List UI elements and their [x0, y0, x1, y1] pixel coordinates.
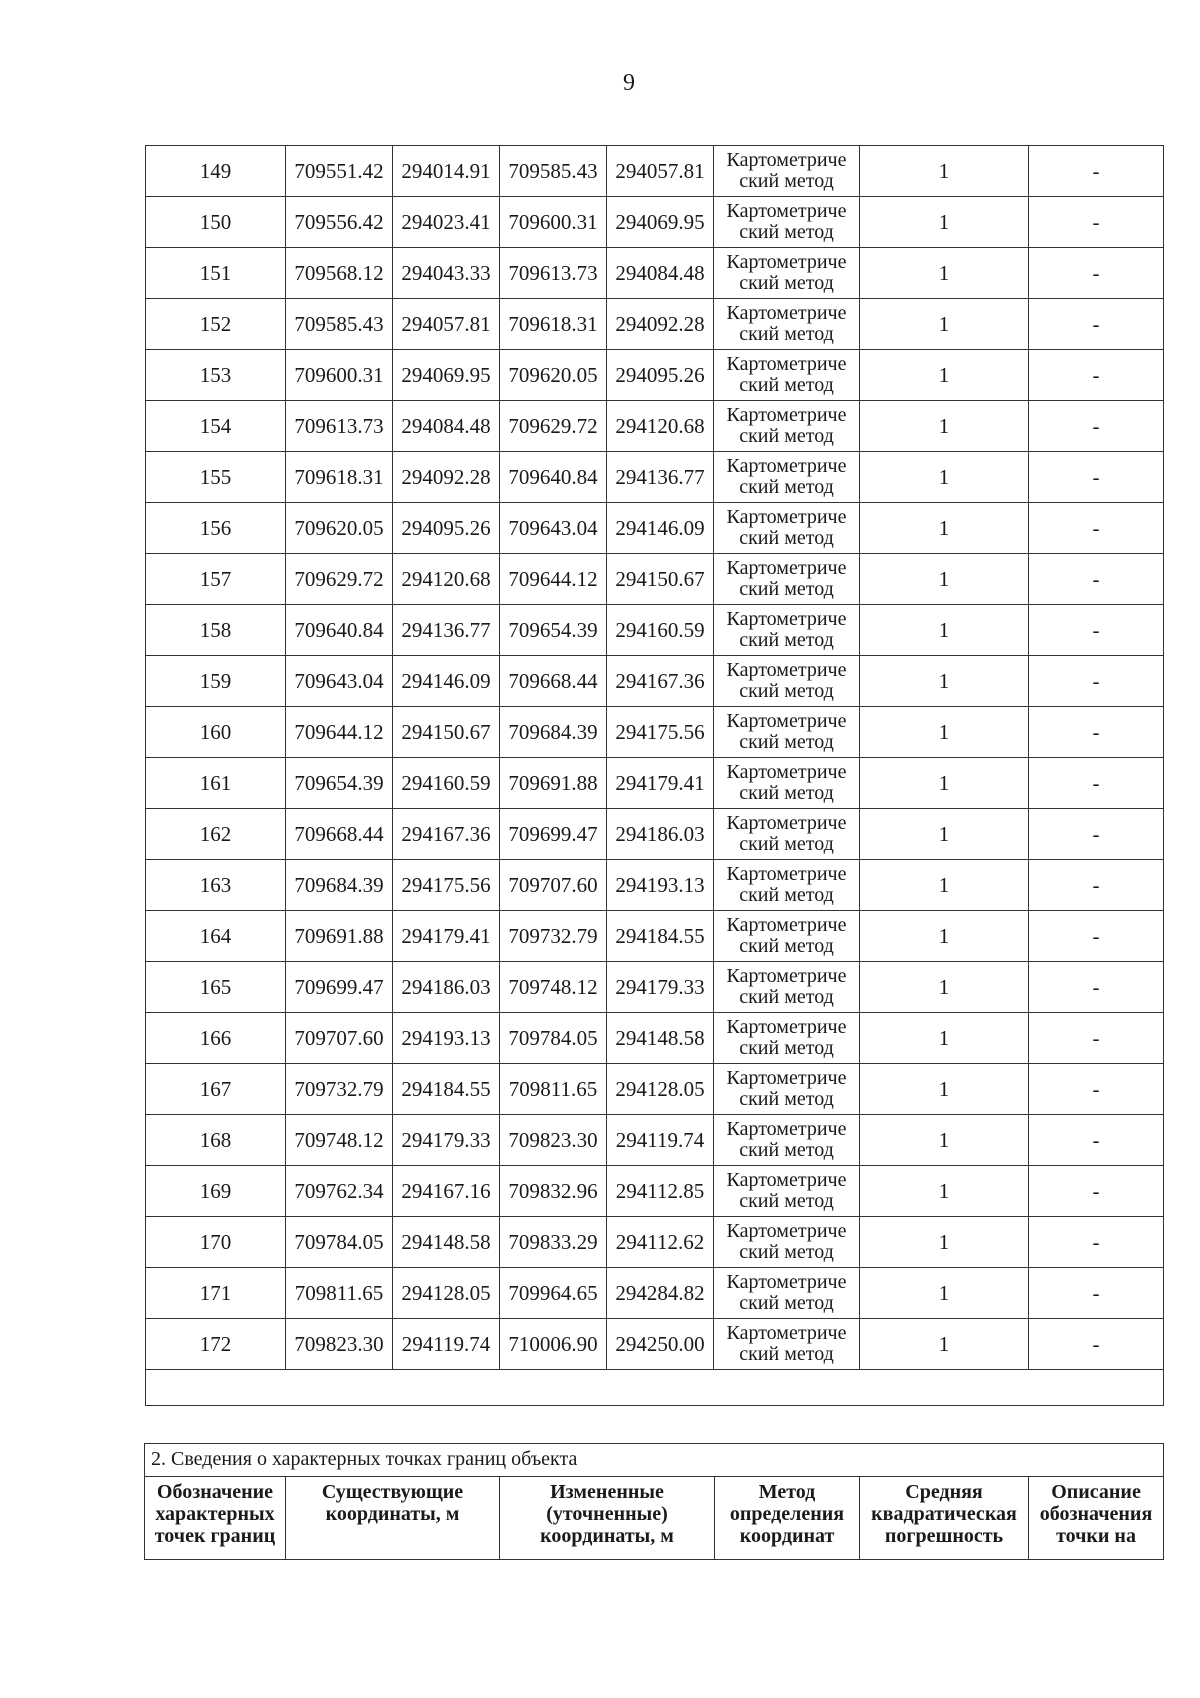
method-cell: [714, 860, 860, 911]
method-line: Картометриче: [726, 506, 847, 528]
existing-y-cell: 294136.77: [393, 605, 500, 656]
new-x-cell: 709600.31: [500, 197, 607, 248]
blank-cell: [146, 1370, 1164, 1406]
error-cell: 1: [860, 1268, 1029, 1319]
method-cell: [714, 248, 860, 299]
existing-y-cell: 294179.33: [393, 1115, 500, 1166]
header-line: Метод: [758, 1481, 816, 1503]
error-cell: 1: [860, 605, 1029, 656]
method-line: ский метод: [739, 374, 834, 396]
table-row: [146, 656, 1164, 707]
existing-y-cell: 294148.58: [393, 1217, 500, 1268]
existing-x-cell: 709568.12: [286, 248, 393, 299]
method-cell: [714, 350, 860, 401]
method-line: ский метод: [739, 578, 834, 600]
method-cell: [714, 1115, 860, 1166]
description-cell: -: [1029, 1013, 1164, 1064]
description-cell: -: [1029, 401, 1164, 452]
existing-x-cell: 709748.12: [286, 1115, 393, 1166]
new-y-cell: 294136.77: [607, 452, 714, 503]
new-y-cell: 294167.36: [607, 656, 714, 707]
error-cell: 1: [860, 350, 1029, 401]
method-line: ский метод: [739, 1241, 834, 1263]
method-line: ский метод: [739, 680, 834, 702]
table-row: [146, 299, 1164, 350]
new-y-cell: 294095.26: [607, 350, 714, 401]
method-cell: [714, 1319, 860, 1370]
new-y-cell: 294179.41: [607, 758, 714, 809]
point-number-cell: 157: [146, 554, 286, 605]
method-line: Картометриче: [726, 608, 847, 630]
table-row: [146, 1013, 1164, 1064]
existing-x-cell: 709699.47: [286, 962, 393, 1013]
method-line: Картометриче: [726, 1220, 847, 1242]
description-cell: -: [1029, 248, 1164, 299]
existing-x-cell: 709585.43: [286, 299, 393, 350]
header-line: характерных: [155, 1503, 275, 1525]
new-x-cell: 710006.90: [500, 1319, 607, 1370]
method-line: Картометриче: [726, 965, 847, 987]
existing-x-cell: 709811.65: [286, 1268, 393, 1319]
new-x-cell: 709784.05: [500, 1013, 607, 1064]
error-cell: 1: [860, 911, 1029, 962]
error-cell: 1: [860, 248, 1029, 299]
header-line: Описание: [1051, 1481, 1141, 1503]
existing-x-cell: 709784.05: [286, 1217, 393, 1268]
new-y-cell: 294284.82: [607, 1268, 714, 1319]
table-row: [146, 1268, 1164, 1319]
new-x-cell: 709707.60: [500, 860, 607, 911]
new-x-cell: 709668.44: [500, 656, 607, 707]
method-line: Картометриче: [726, 302, 847, 324]
new-x-cell: 709629.72: [500, 401, 607, 452]
table-row: [146, 860, 1164, 911]
existing-x-cell: 709551.42: [286, 146, 393, 197]
method-line: Картометриче: [726, 914, 847, 936]
method-line: Картометриче: [726, 659, 847, 681]
table-row: [146, 758, 1164, 809]
section2-header-row: [145, 1477, 1164, 1560]
new-x-cell: 709833.29: [500, 1217, 607, 1268]
table-row: [146, 401, 1164, 452]
method-line: Картометриче: [726, 1016, 847, 1038]
existing-x-cell: 709762.34: [286, 1166, 393, 1217]
description-cell: -: [1029, 299, 1164, 350]
description-cell: -: [1029, 911, 1164, 962]
method-cell: [714, 554, 860, 605]
method-line: ский метод: [739, 884, 834, 906]
coordinates-table-body: [146, 146, 1164, 1406]
table-row: [146, 350, 1164, 401]
table-row: [146, 452, 1164, 503]
section2-header-cell: [500, 1477, 715, 1560]
existing-x-cell: 709654.39: [286, 758, 393, 809]
existing-x-cell: 709643.04: [286, 656, 393, 707]
new-x-cell: 709823.30: [500, 1115, 607, 1166]
method-line: Картометриче: [726, 863, 847, 885]
method-line: ский метод: [739, 731, 834, 753]
header-line: точки на: [1056, 1525, 1136, 1547]
table-row: [146, 1064, 1164, 1115]
point-number-cell: 163: [146, 860, 286, 911]
method-line: ский метод: [739, 1037, 834, 1059]
new-y-cell: 294084.48: [607, 248, 714, 299]
new-x-cell: 709654.39: [500, 605, 607, 656]
header-line: определения: [729, 1503, 845, 1525]
existing-x-cell: 709707.60: [286, 1013, 393, 1064]
method-cell: [714, 1166, 860, 1217]
blank-row: [146, 1370, 1164, 1406]
section2-header-cell: [715, 1477, 860, 1560]
existing-x-cell: 709684.39: [286, 860, 393, 911]
description-cell: -: [1029, 860, 1164, 911]
description-cell: -: [1029, 758, 1164, 809]
point-number-cell: 162: [146, 809, 286, 860]
header-line: Обозначение: [156, 1481, 274, 1503]
existing-x-cell: 709613.73: [286, 401, 393, 452]
new-x-cell: 709691.88: [500, 758, 607, 809]
new-x-cell: 709585.43: [500, 146, 607, 197]
description-cell: -: [1029, 503, 1164, 554]
description-cell: -: [1029, 197, 1164, 248]
existing-x-cell: 709629.72: [286, 554, 393, 605]
new-y-cell: 294184.55: [607, 911, 714, 962]
error-cell: 1: [860, 1166, 1029, 1217]
method-line: ский метод: [739, 629, 834, 651]
existing-y-cell: 294160.59: [393, 758, 500, 809]
new-x-cell: 709832.96: [500, 1166, 607, 1217]
error-cell: 1: [860, 197, 1029, 248]
point-number-cell: 149: [146, 146, 286, 197]
method-line: Картометриче: [726, 1169, 847, 1191]
new-x-cell: 709732.79: [500, 911, 607, 962]
method-line: ский метод: [739, 935, 834, 957]
method-line: Картометриче: [726, 710, 847, 732]
table-row: [146, 1319, 1164, 1370]
point-number-cell: 167: [146, 1064, 286, 1115]
header-line: координат: [739, 1525, 835, 1547]
method-cell: [714, 809, 860, 860]
description-cell: -: [1029, 962, 1164, 1013]
existing-y-cell: 294084.48: [393, 401, 500, 452]
header-line: координаты, м: [325, 1503, 460, 1525]
table-row: [146, 809, 1164, 860]
method-line: Картометриче: [726, 1271, 847, 1293]
table-row: [146, 605, 1164, 656]
new-x-cell: 709699.47: [500, 809, 607, 860]
description-cell: -: [1029, 1217, 1164, 1268]
point-number-cell: 153: [146, 350, 286, 401]
method-line: ский метод: [739, 782, 834, 804]
point-number-cell: 169: [146, 1166, 286, 1217]
method-cell: [714, 605, 860, 656]
section2-title: 2. Сведения о характерных точках границ объекта: [145, 1444, 1164, 1477]
error-cell: 1: [860, 809, 1029, 860]
description-cell: -: [1029, 656, 1164, 707]
description-cell: -: [1029, 1319, 1164, 1370]
method-line: ский метод: [739, 1088, 834, 1110]
description-cell: -: [1029, 1115, 1164, 1166]
header-line: координаты, м: [540, 1525, 674, 1547]
new-y-cell: 294250.00: [607, 1319, 714, 1370]
description-cell: -: [1029, 1064, 1164, 1115]
method-line: Картометриче: [726, 455, 847, 477]
existing-x-cell: 709668.44: [286, 809, 393, 860]
section2-header-cell: [286, 1477, 500, 1560]
description-cell: -: [1029, 350, 1164, 401]
existing-y-cell: 294128.05: [393, 1268, 500, 1319]
new-y-cell: 294112.62: [607, 1217, 714, 1268]
method-line: Картометриче: [726, 1067, 847, 1089]
existing-y-cell: 294167.36: [393, 809, 500, 860]
new-y-cell: 294186.03: [607, 809, 714, 860]
description-cell: -: [1029, 707, 1164, 758]
error-cell: 1: [860, 299, 1029, 350]
existing-x-cell: 709691.88: [286, 911, 393, 962]
method-line: ский метод: [739, 833, 834, 855]
header-line: (уточненные): [546, 1503, 668, 1525]
table-row: [146, 248, 1164, 299]
method-cell: [714, 452, 860, 503]
method-cell: [714, 656, 860, 707]
point-number-cell: 172: [146, 1319, 286, 1370]
error-cell: 1: [860, 146, 1029, 197]
section2-header-cell: [860, 1477, 1029, 1560]
new-y-cell: 294092.28: [607, 299, 714, 350]
table-row: [146, 146, 1164, 197]
error-cell: 1: [860, 1013, 1029, 1064]
new-y-cell: 294069.95: [607, 197, 714, 248]
error-cell: 1: [860, 1217, 1029, 1268]
existing-y-cell: 294146.09: [393, 656, 500, 707]
method-line: Картометриче: [726, 149, 847, 171]
method-cell: [714, 758, 860, 809]
existing-x-cell: 709556.42: [286, 197, 393, 248]
description-cell: -: [1029, 605, 1164, 656]
new-x-cell: 709618.31: [500, 299, 607, 350]
header-line: Средняя: [905, 1481, 983, 1503]
table-row: [146, 554, 1164, 605]
method-line: ский метод: [739, 476, 834, 498]
existing-x-cell: 709732.79: [286, 1064, 393, 1115]
error-cell: 1: [860, 707, 1029, 758]
page-number: 9: [623, 70, 635, 96]
point-number-cell: 170: [146, 1217, 286, 1268]
existing-y-cell: 294150.67: [393, 707, 500, 758]
method-cell: [714, 197, 860, 248]
header-line: обозначения: [1039, 1503, 1153, 1525]
method-line: ский метод: [739, 221, 834, 243]
point-number-cell: 155: [146, 452, 286, 503]
method-line: ский метод: [739, 425, 834, 447]
error-cell: 1: [860, 401, 1029, 452]
new-x-cell: 709640.84: [500, 452, 607, 503]
error-cell: 1: [860, 656, 1029, 707]
existing-x-cell: 709640.84: [286, 605, 393, 656]
existing-y-cell: 294167.16: [393, 1166, 500, 1217]
table-row: [146, 197, 1164, 248]
new-y-cell: 294146.09: [607, 503, 714, 554]
method-line: Картометриче: [726, 1118, 847, 1140]
section2-header-cell: [1029, 1477, 1164, 1560]
new-y-cell: 294119.74: [607, 1115, 714, 1166]
new-x-cell: 709620.05: [500, 350, 607, 401]
method-cell: [714, 1064, 860, 1115]
method-line: ский метод: [739, 1343, 834, 1365]
existing-y-cell: 294186.03: [393, 962, 500, 1013]
error-cell: 1: [860, 1115, 1029, 1166]
point-number-cell: 165: [146, 962, 286, 1013]
method-cell: [714, 707, 860, 758]
new-x-cell: 709684.39: [500, 707, 607, 758]
table-row: [146, 1115, 1164, 1166]
existing-y-cell: 294179.41: [393, 911, 500, 962]
existing-x-cell: 709618.31: [286, 452, 393, 503]
error-cell: 1: [860, 1064, 1029, 1115]
existing-y-cell: 294043.33: [393, 248, 500, 299]
error-cell: 1: [860, 1319, 1029, 1370]
section2-table: [144, 1443, 1164, 1560]
new-y-cell: 294160.59: [607, 605, 714, 656]
new-y-cell: 294193.13: [607, 860, 714, 911]
point-number-cell: 166: [146, 1013, 286, 1064]
method-line: Картометриче: [726, 1322, 847, 1344]
method-line: ский метод: [739, 272, 834, 294]
existing-y-cell: 294120.68: [393, 554, 500, 605]
new-y-cell: 294148.58: [607, 1013, 714, 1064]
existing-y-cell: 294014.91: [393, 146, 500, 197]
existing-y-cell: 294193.13: [393, 1013, 500, 1064]
header-line: точек границ: [154, 1525, 276, 1547]
existing-x-cell: 709600.31: [286, 350, 393, 401]
existing-y-cell: 294092.28: [393, 452, 500, 503]
header-line: квадратическая: [871, 1503, 1017, 1525]
existing-y-cell: 294057.81: [393, 299, 500, 350]
existing-x-cell: 709823.30: [286, 1319, 393, 1370]
point-number-cell: 160: [146, 707, 286, 758]
existing-y-cell: 294119.74: [393, 1319, 500, 1370]
point-number-cell: 152: [146, 299, 286, 350]
method-line: Картометриче: [726, 251, 847, 273]
table-row: [146, 503, 1164, 554]
description-cell: -: [1029, 452, 1164, 503]
method-cell: [714, 1268, 860, 1319]
method-line: Картометриче: [726, 557, 847, 579]
table-row: [146, 707, 1164, 758]
error-cell: 1: [860, 758, 1029, 809]
method-cell: [714, 503, 860, 554]
table-row: [146, 962, 1164, 1013]
point-number-cell: 159: [146, 656, 286, 707]
section2-header-cell: [145, 1477, 286, 1560]
method-line: ский метод: [739, 527, 834, 549]
header-line: погрешность: [884, 1525, 1004, 1547]
point-number-cell: 161: [146, 758, 286, 809]
method-line: ский метод: [739, 1292, 834, 1314]
new-y-cell: 294150.67: [607, 554, 714, 605]
description-cell: -: [1029, 1268, 1164, 1319]
method-cell: [714, 1217, 860, 1268]
header-line: Существующие: [321, 1481, 464, 1503]
existing-y-cell: 294069.95: [393, 350, 500, 401]
existing-y-cell: 294175.56: [393, 860, 500, 911]
point-number-cell: 154: [146, 401, 286, 452]
new-y-cell: 294179.33: [607, 962, 714, 1013]
existing-y-cell: 294184.55: [393, 1064, 500, 1115]
description-cell: -: [1029, 146, 1164, 197]
new-x-cell: 709748.12: [500, 962, 607, 1013]
new-x-cell: 709811.65: [500, 1064, 607, 1115]
method-line: Картометриче: [726, 353, 847, 375]
error-cell: 1: [860, 503, 1029, 554]
new-y-cell: 294057.81: [607, 146, 714, 197]
method-line: Картометриче: [726, 761, 847, 783]
description-cell: -: [1029, 1166, 1164, 1217]
existing-y-cell: 294095.26: [393, 503, 500, 554]
method-line: ский метод: [739, 1190, 834, 1212]
new-x-cell: 709613.73: [500, 248, 607, 299]
method-line: ский метод: [739, 986, 834, 1008]
error-cell: 1: [860, 860, 1029, 911]
method-cell: [714, 911, 860, 962]
description-cell: -: [1029, 554, 1164, 605]
description-cell: -: [1029, 809, 1164, 860]
point-number-cell: 168: [146, 1115, 286, 1166]
method-cell: [714, 401, 860, 452]
existing-x-cell: 709620.05: [286, 503, 393, 554]
method-line: Картометриче: [726, 200, 847, 222]
new-y-cell: 294112.85: [607, 1166, 714, 1217]
point-number-cell: 151: [146, 248, 286, 299]
method-line: ский метод: [739, 1139, 834, 1161]
point-number-cell: 150: [146, 197, 286, 248]
method-cell: [714, 962, 860, 1013]
error-cell: 1: [860, 452, 1029, 503]
point-number-cell: 156: [146, 503, 286, 554]
method-line: Картометриче: [726, 404, 847, 426]
method-cell: [714, 299, 860, 350]
new-x-cell: 709964.65: [500, 1268, 607, 1319]
table-row: [146, 911, 1164, 962]
header-line: Измененные: [550, 1481, 664, 1503]
point-number-cell: 171: [146, 1268, 286, 1319]
coordinates-table: [145, 145, 1164, 1406]
new-y-cell: 294175.56: [607, 707, 714, 758]
method-cell: [714, 1013, 860, 1064]
new-y-cell: 294120.68: [607, 401, 714, 452]
existing-y-cell: 294023.41: [393, 197, 500, 248]
error-cell: 1: [860, 554, 1029, 605]
method-line: Картометриче: [726, 812, 847, 834]
point-number-cell: 158: [146, 605, 286, 656]
existing-x-cell: 709644.12: [286, 707, 393, 758]
error-cell: 1: [860, 962, 1029, 1013]
method-cell: [714, 146, 860, 197]
method-line: ский метод: [739, 323, 834, 345]
table-row: [146, 1166, 1164, 1217]
new-y-cell: 294128.05: [607, 1064, 714, 1115]
new-x-cell: 709644.12: [500, 554, 607, 605]
method-line: ский метод: [739, 170, 834, 192]
new-x-cell: 709643.04: [500, 503, 607, 554]
table-row: [146, 1217, 1164, 1268]
point-number-cell: 164: [146, 911, 286, 962]
